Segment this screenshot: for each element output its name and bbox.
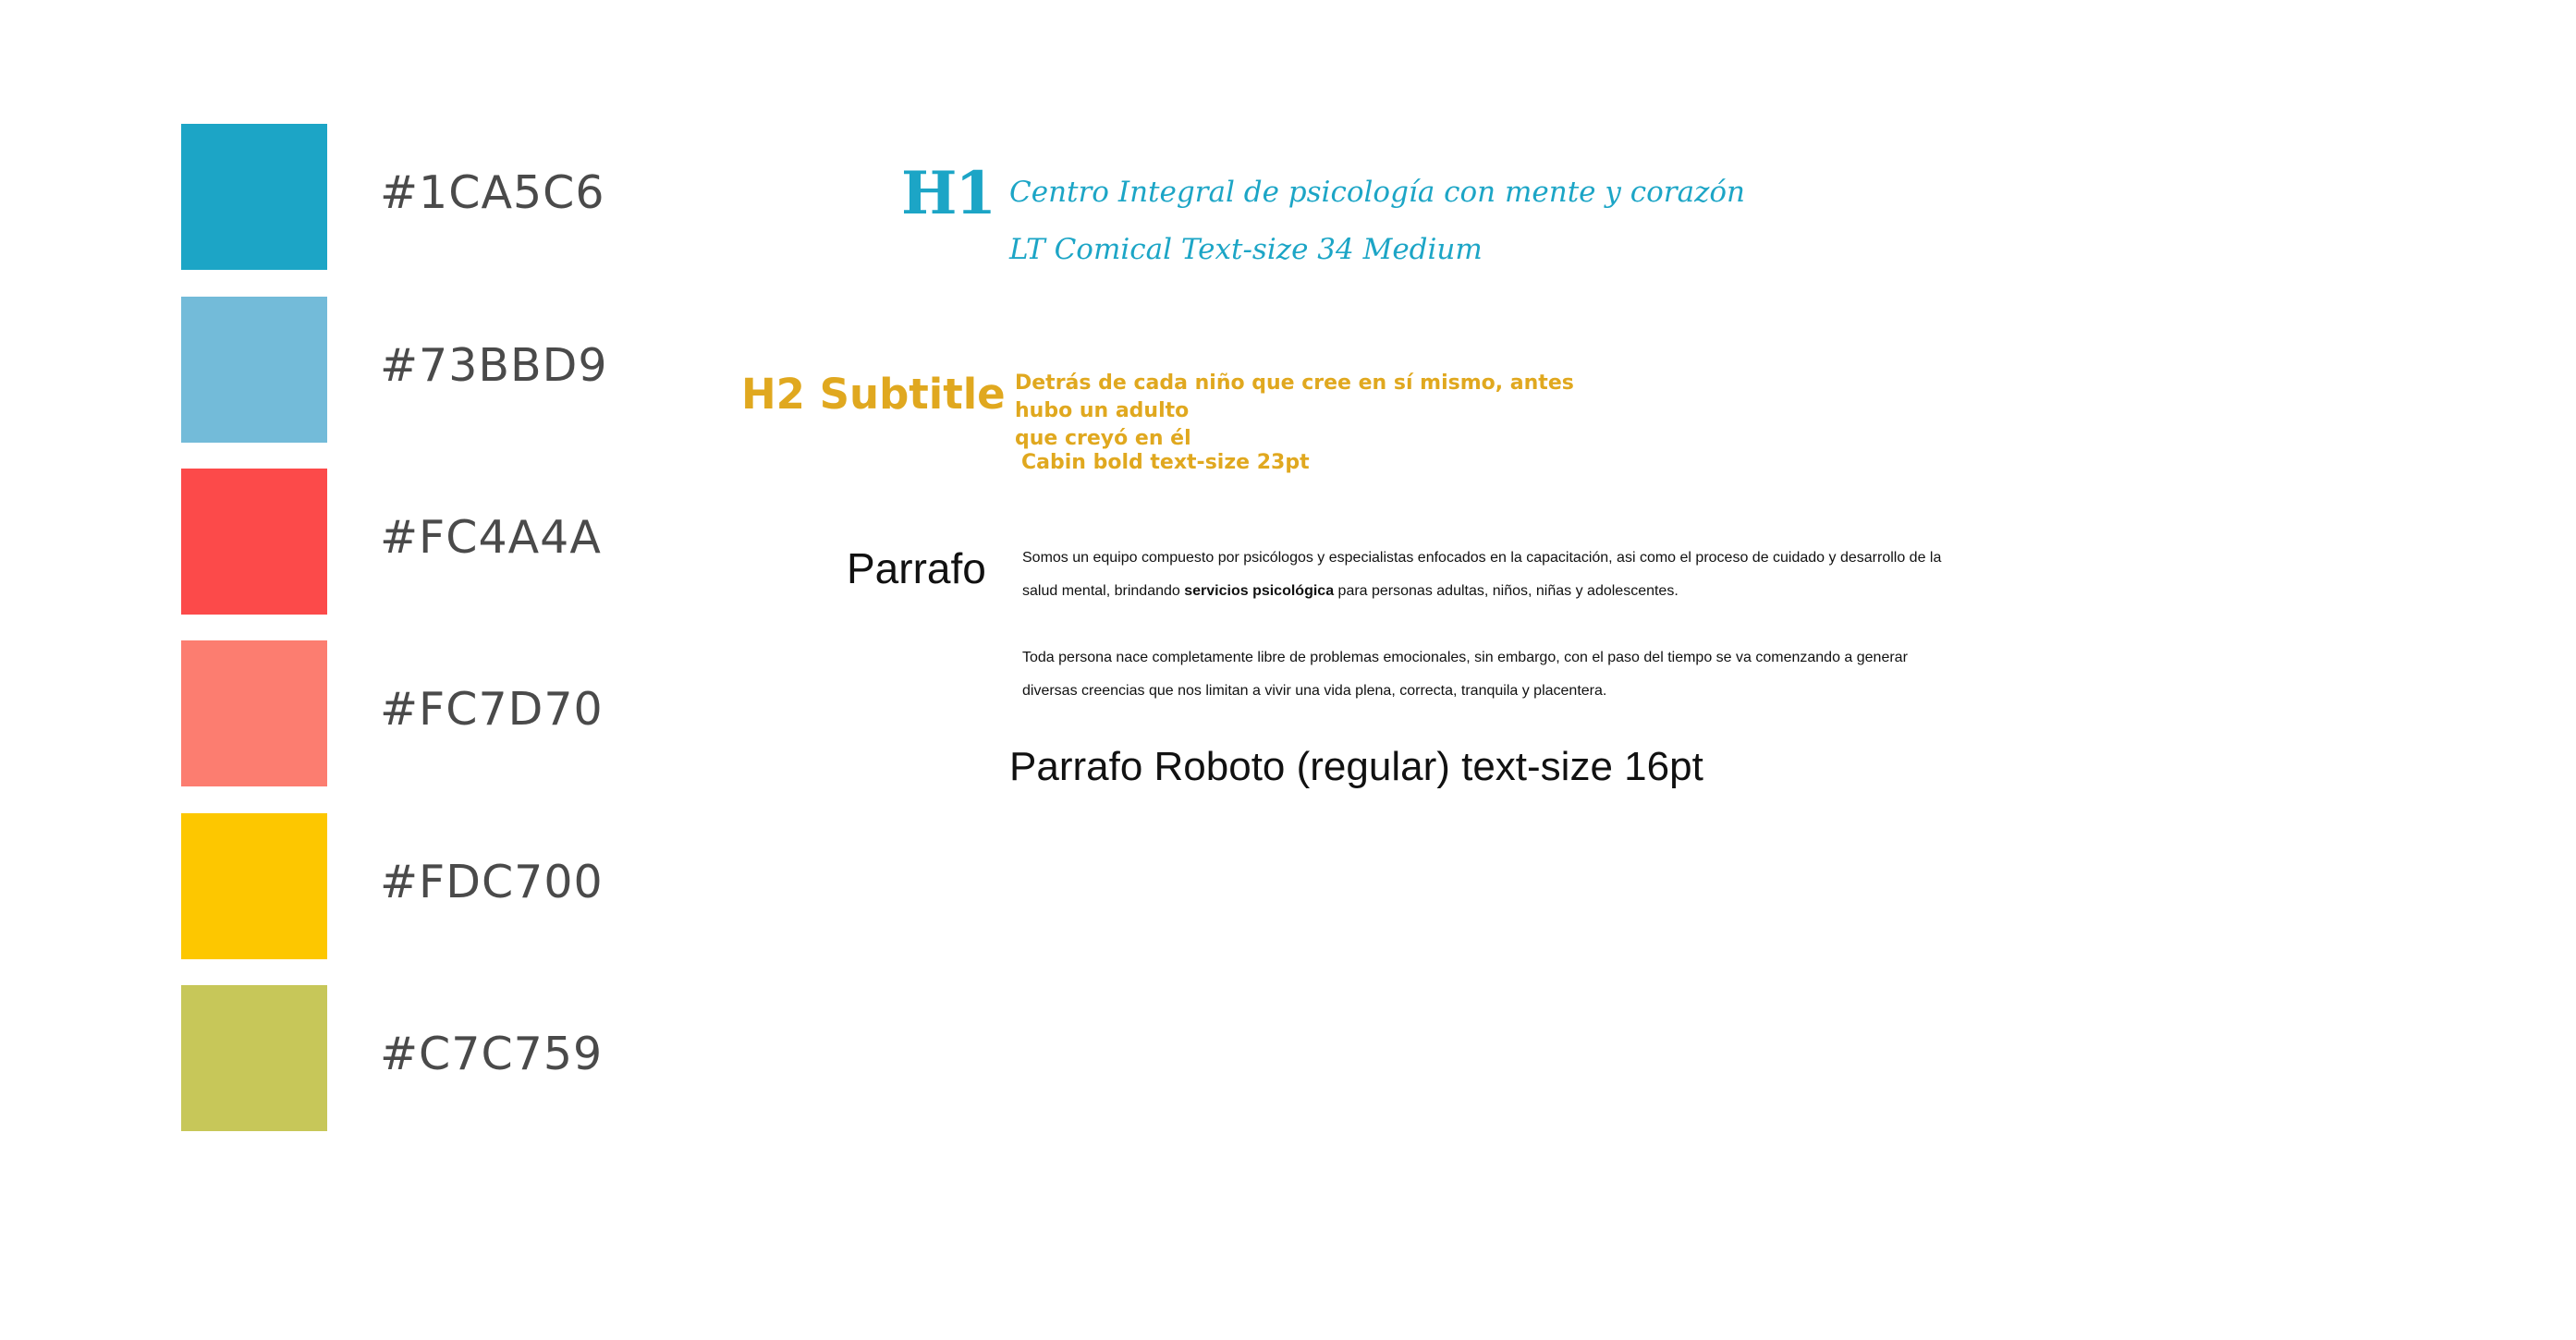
color-code: #1CA5C6 (380, 166, 605, 219)
color-swatch (181, 813, 327, 959)
color-swatch (181, 469, 327, 615)
color-swatch (181, 124, 327, 270)
paragraph-sample-2: Toda persona nace completamente libre de problemas emocionales, sin embargo, con el paso del tiempo se va comenzando a generar diversas creencias que nos limitan a vivir una vida plena, correcta, tranquila y placentera. (1022, 650, 1908, 699)
h2-label: H2 Subtitle (741, 370, 1006, 419)
swatch-row (181, 640, 736, 786)
h1-sample-text: Centro Integral de psicología con mente y corazón (1009, 176, 1746, 209)
h2-sample-line: Detrás de cada niño que cree en sí mismo, antes hubo un adulto (1015, 372, 1574, 422)
swatch-row (181, 469, 736, 615)
paragraph-label: Parrafo (847, 544, 986, 592)
color-code: #FC4A4A (380, 511, 602, 564)
paragraph-bold-text: servicios psicológica (1184, 583, 1335, 599)
paragraph-sample (1022, 542, 1947, 741)
swatch-row (181, 985, 736, 1131)
color-code: #FDC700 (380, 856, 604, 908)
color-swatch (181, 640, 327, 786)
paragraph-font-spec: Parrafo Roboto (regular) text-size 16pt (1009, 744, 1703, 789)
h2-sample-line: que creyó en él (1015, 427, 1191, 450)
h1-font-spec: LT Comical Text-size 34 Medium (1009, 233, 1483, 266)
paragraph-sample-1 (1022, 542, 1947, 608)
paragraph-text: Somos un equipo compuesto por psicólogos y especialistas enfocados en la capacitación, asi como el proceso de cuidado y desarrollo de la salud mental, brindando (1022, 550, 1942, 599)
color-code: #C7C759 (380, 1028, 604, 1080)
swatch-row (181, 124, 736, 270)
swatch-row (181, 297, 736, 443)
h2-sample-text (1015, 370, 1625, 453)
swatch-row (181, 813, 736, 959)
color-code: #FC7D70 (380, 683, 604, 736)
h1-label: H1 (901, 159, 995, 228)
color-swatch (181, 297, 327, 443)
paragraph-text: para personas adultas, niños, niñas y adolescentes. (1334, 583, 1679, 599)
color-code: #73BBD9 (380, 339, 608, 392)
h2-font-spec: Cabin bold text-size 23pt (1021, 451, 1310, 474)
color-swatch (181, 985, 327, 1131)
